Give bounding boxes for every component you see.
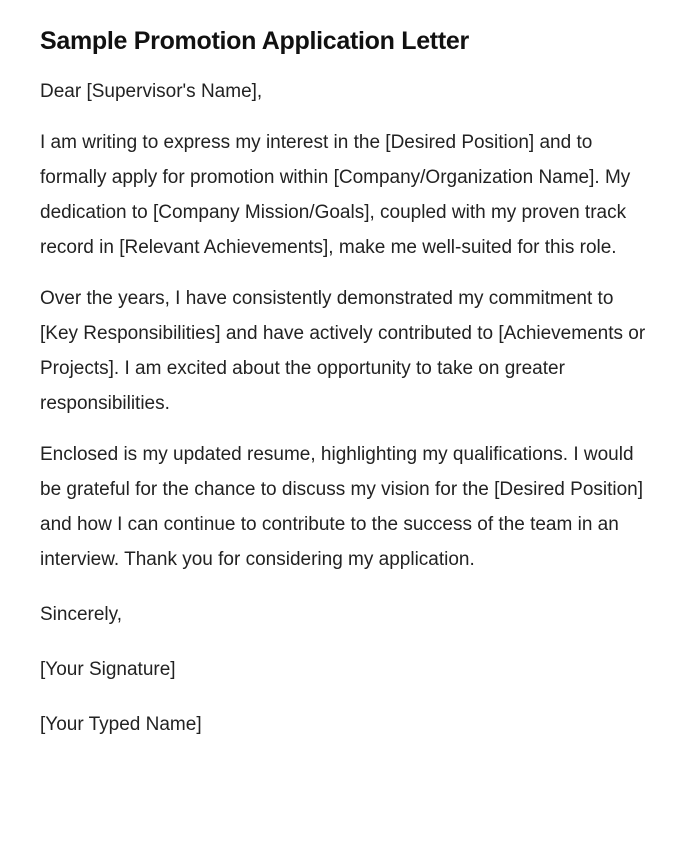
salutation: Dear [Supervisor's Name], — [40, 81, 263, 102]
body-paragraph-1: I am writing to express my interest in the [Desired Position] and to formally apply for promotion within [Company/Organization Name]. My dedication to [Company Mission/Goals], coupled with my proven track record in [Relevant Achievements], make me well-suited for this role. — [40, 132, 631, 258]
letter-title: Sample Promotion Application Letter — [40, 27, 469, 55]
signature-placeholder: [Your Signature] — [40, 659, 176, 680]
closing: Sincerely, — [40, 604, 123, 625]
body-paragraph-2: Over the years, I have consistently demonstrated my commitment to [Key Responsibilities] and have actively contributed to [Achievements or Projects]. I am excited about the opportunity to take on greater responsibilities. — [40, 288, 646, 414]
typed-name-placeholder: [Your Typed Name] — [40, 714, 202, 735]
letter-document — [40, 24, 650, 742]
body-paragraph-3: Enclosed is my updated resume, highlighting my qualifications. I would be grateful for the chance to discuss my vision for the [Desired Position] and how I can continue to contribute to the success of the team in an interview. Thank you for considering my application. — [40, 444, 644, 570]
